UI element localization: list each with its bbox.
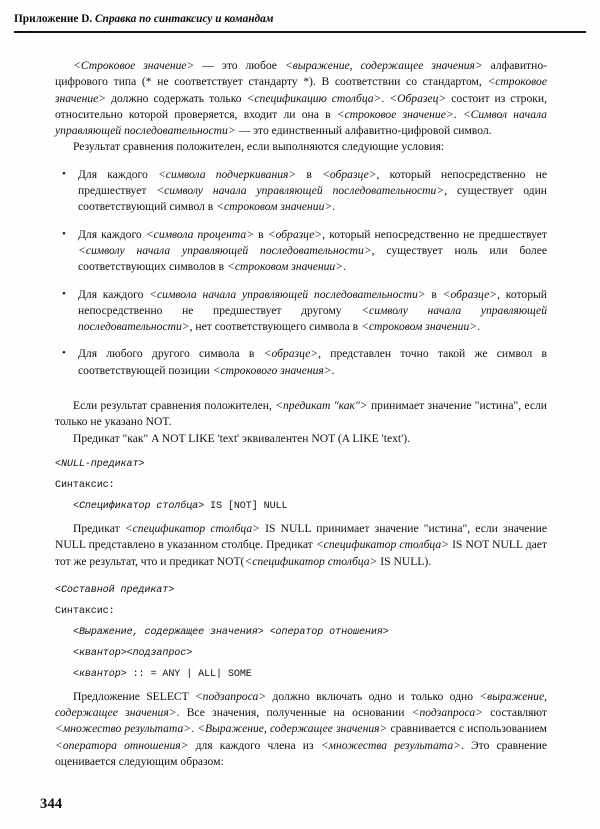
text: должно включать одно и только одно bbox=[266, 689, 480, 703]
text: — это единственный алфавитно-цифровой символ. bbox=[235, 124, 492, 138]
text: . bbox=[381, 91, 390, 105]
null-predicate-syntax-label: Синтаксис: bbox=[55, 479, 115, 491]
term: <множество результата> bbox=[55, 722, 192, 736]
term: <подзапроса> bbox=[411, 706, 483, 720]
header-rule bbox=[14, 31, 586, 33]
text: , существует ноль или более соответствующих символов в bbox=[78, 243, 547, 274]
text: IS NOT NULL дает тот же результат, что и предикат NOT( bbox=[55, 538, 547, 568]
text: < bbox=[55, 584, 61, 596]
term: <спецификатор столбца> bbox=[315, 538, 449, 552]
term: <спецификатор столбца> bbox=[244, 554, 378, 568]
conditions-list bbox=[55, 167, 547, 379]
text: Если результат сравнения положителен, bbox=[73, 399, 276, 413]
compound-syntax-line-1 bbox=[73, 626, 547, 639]
term: <символу начала управляющей последовательности> bbox=[156, 184, 445, 198]
list-item bbox=[55, 227, 547, 276]
relational-operator-term: <оператор отношения> bbox=[263, 626, 389, 638]
value-expression-term: <Выражение, содержащее значения> bbox=[73, 626, 264, 638]
text: , существует один соответствующий символ в bbox=[78, 184, 547, 214]
term-escape-char: <Символ начала управляющей последовательности> bbox=[55, 107, 547, 138]
text: в bbox=[296, 167, 323, 181]
term: <Выражение, содержащее значения> bbox=[197, 722, 388, 736]
text: Для каждого bbox=[78, 227, 146, 241]
text: Предложение SELECT bbox=[73, 689, 195, 703]
term-like-predicate: <предикат "как"> bbox=[275, 399, 368, 413]
compound-predicate-term: Составной предикат bbox=[60, 584, 169, 596]
text: :: = ANY | ALL| SOME bbox=[126, 668, 252, 680]
compound-syntax-line-2 bbox=[73, 647, 547, 660]
null-predicate-heading bbox=[55, 458, 547, 471]
paragraph-like-predicate bbox=[55, 398, 547, 431]
subquery-term: <подзапрос> bbox=[126, 647, 193, 659]
term: <символа начала управляющей последовательности> bbox=[149, 287, 426, 301]
paragraph-not-like-equivalence: Предикат "как" A NOT LIKE 'text' эквивалентен NOT (A LIKE 'text'). bbox=[73, 431, 410, 445]
quantifier-term: <квантор> bbox=[73, 647, 127, 659]
text: Для каждого bbox=[78, 287, 150, 301]
paragraph-string-value-definition bbox=[55, 58, 547, 139]
paragraph-compound-predicate-description bbox=[55, 689, 547, 770]
quantifier-term-2: <квантор> bbox=[73, 668, 127, 680]
text: состоит из строки, относительно которой проверяется, входит ли она в bbox=[55, 91, 547, 121]
text: . Это сравнение оценивается следующим образом: bbox=[55, 738, 547, 769]
text: . bbox=[453, 107, 463, 121]
term: <множества результата> bbox=[320, 738, 461, 752]
list-item bbox=[55, 346, 547, 379]
term: <строковом значении> bbox=[227, 260, 344, 274]
paragraph-comparison-conditions: Результат сравнения положителен, если выполняются следующие условия: bbox=[73, 140, 445, 154]
appendix-label: Приложение D. bbox=[14, 13, 93, 25]
text: в bbox=[425, 287, 443, 301]
page-body bbox=[55, 58, 547, 770]
term: <образце> bbox=[267, 227, 323, 241]
text: Предикат bbox=[73, 521, 125, 535]
text: . Все значения, полученные на основании bbox=[176, 706, 412, 720]
term: <строкового значения> bbox=[212, 363, 332, 377]
term-column-spec: <спецификацию столбца> bbox=[246, 91, 382, 105]
text: > bbox=[168, 584, 175, 596]
text: , который непосредственно не предшествует bbox=[78, 167, 547, 198]
term: <символа процента> bbox=[145, 227, 255, 241]
text: должно содержать только bbox=[106, 91, 247, 105]
running-head bbox=[14, 12, 586, 26]
text: , который непосредственно не предшествует bbox=[322, 227, 547, 241]
list-item bbox=[55, 167, 547, 216]
term: <образце> bbox=[322, 167, 377, 181]
term-pattern: <Образец> bbox=[389, 91, 447, 105]
text: Для каждого bbox=[78, 167, 158, 181]
text: для каждого члена из bbox=[188, 738, 321, 752]
text: IS [NOT] NULL bbox=[204, 500, 288, 512]
term: <символу начала управляющей последовательности> bbox=[78, 303, 547, 334]
term: <образце> bbox=[263, 347, 319, 361]
text: — это любое bbox=[194, 59, 285, 72]
list-item bbox=[55, 287, 547, 336]
text: . bbox=[477, 320, 480, 334]
term-string-value-2: <строковое значение> bbox=[55, 75, 547, 105]
text: . bbox=[331, 363, 335, 377]
text: IS NULL принимает значение "истина", если значение NULL представлено в указанном столбце. Предикат bbox=[55, 521, 547, 552]
term: <строковом значении> bbox=[361, 320, 478, 334]
page-number: 344 bbox=[40, 796, 63, 812]
term: <подзапроса> bbox=[194, 689, 267, 703]
text: в bbox=[254, 227, 268, 241]
term: <образце> bbox=[442, 287, 498, 301]
term: <оператора отношения> bbox=[55, 738, 189, 752]
term: <строковом значении> bbox=[216, 200, 333, 214]
text: составляют bbox=[482, 706, 547, 720]
text: сравнивается с использованием bbox=[387, 722, 548, 736]
text: Для любого другого символа в bbox=[78, 347, 264, 361]
text: > bbox=[138, 458, 145, 470]
null-predicate-term: NULL-предикат bbox=[60, 458, 139, 470]
text: . bbox=[343, 260, 346, 274]
paragraph-null-predicate-description bbox=[55, 521, 547, 570]
null-predicate-syntax-line bbox=[73, 500, 547, 513]
term: <выражение, содержащее значения> bbox=[55, 689, 547, 720]
compound-predicate-syntax-label: Синтаксис: bbox=[55, 605, 115, 617]
text: алфавитно-цифрового типа (* не соответствует стандарту *). В соответствии со стандартом, bbox=[55, 59, 547, 89]
compound-syntax-line-3 bbox=[73, 668, 547, 681]
text: . bbox=[191, 722, 198, 736]
text: . bbox=[332, 200, 336, 214]
term: <символу начала управляющей последовательности> bbox=[78, 243, 372, 257]
text: , нет соответствующего символа в bbox=[189, 320, 362, 334]
text: IS NULL). bbox=[377, 554, 432, 568]
text: , который непосредственно не предшествует другому bbox=[78, 287, 547, 317]
appendix-title: Справка по синтаксису и командам bbox=[95, 13, 274, 25]
compound-predicate-heading bbox=[55, 584, 547, 597]
term-string-value: <Строковое значение> bbox=[73, 59, 195, 72]
text: , представлен точно такой же символ в соответствующей позиции bbox=[78, 347, 547, 377]
term-value-expression: <выражение, содержащее значения> bbox=[284, 59, 483, 72]
term-string-value-3: <строковое значение> bbox=[336, 107, 454, 121]
text: принимает значение "истина", если только не указано NOT. bbox=[55, 399, 547, 429]
term: <символа подчеркивания> bbox=[157, 167, 297, 181]
text: < bbox=[55, 458, 61, 470]
term: <спецификатор столбца> bbox=[124, 521, 260, 535]
column-spec-term: <Спецификатор столбца> bbox=[73, 500, 205, 512]
